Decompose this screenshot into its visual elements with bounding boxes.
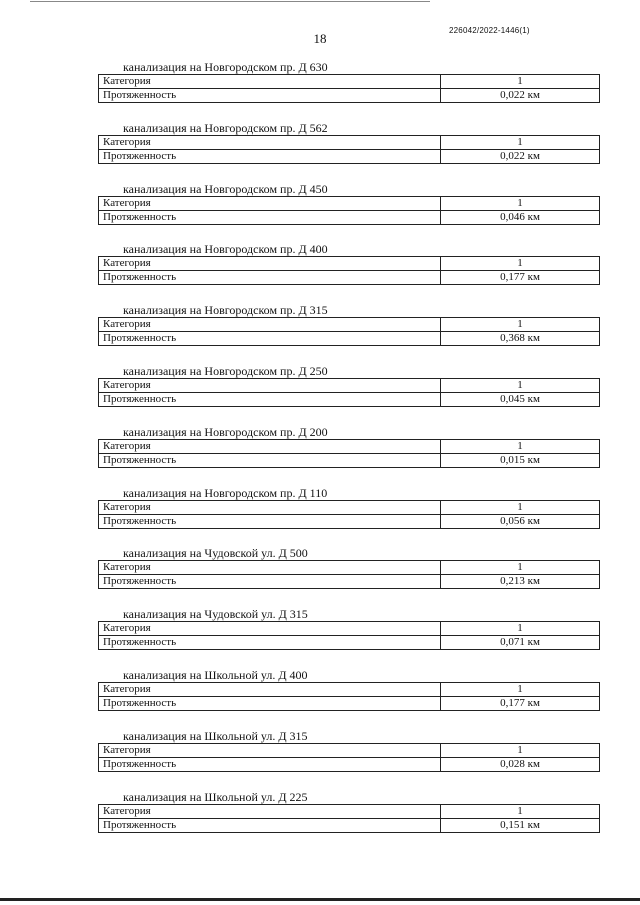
table-row (99, 318, 600, 332)
row-value: 1 (441, 622, 600, 636)
section-table (98, 804, 600, 833)
section-title: канализация на Новгородском пр. Д 400 (123, 242, 328, 257)
pipeline-section (98, 303, 600, 364)
row-value: 0,071 км (441, 636, 600, 650)
row-label: Протяженность (99, 696, 441, 710)
table-row (99, 804, 600, 818)
table-row (99, 75, 600, 89)
table-row (99, 561, 600, 575)
row-label: Категория (99, 682, 441, 696)
row-label: Протяженность (99, 514, 441, 528)
pipeline-section (98, 790, 600, 851)
row-label: Протяженность (99, 271, 441, 285)
section-title: канализация на Школьной ул. Д 225 (123, 789, 308, 804)
pipeline-sections (98, 60, 600, 850)
table-row (99, 453, 600, 467)
row-value: 0,022 км (441, 89, 600, 103)
section-title: канализация на Новгородском пр. Д 630 (123, 60, 328, 74)
row-value: 1 (441, 500, 600, 514)
table-row (99, 682, 600, 696)
pipeline-section (98, 60, 600, 121)
section-table (98, 500, 600, 529)
row-label: Категория (99, 196, 441, 210)
bottom-rule (0, 898, 640, 901)
table-row (99, 757, 600, 771)
row-value: 1 (441, 75, 600, 89)
row-label: Протяженность (99, 636, 441, 650)
row-value: 0,151 км (441, 818, 600, 832)
row-value: 0,056 км (441, 514, 600, 528)
table-row (99, 210, 600, 224)
table-row (99, 500, 600, 514)
row-value: 1 (441, 804, 600, 818)
row-value: 1 (441, 196, 600, 210)
row-value: 0,028 км (441, 757, 600, 771)
row-label: Протяженность (99, 149, 441, 163)
pipeline-section (98, 546, 600, 607)
row-value: 1 (441, 257, 600, 271)
row-value: 0,015 км (441, 453, 600, 467)
pipeline-section (98, 364, 600, 425)
row-label: Протяженность (99, 575, 441, 589)
row-value: 0,022 км (441, 149, 600, 163)
row-label: Протяженность (99, 210, 441, 224)
section-table (98, 256, 600, 285)
section-title: канализация на Новгородском пр. Д 250 (123, 363, 328, 378)
table-row (99, 135, 600, 149)
pipeline-section (98, 182, 600, 243)
section-table (98, 74, 600, 103)
row-label: Протяженность (99, 818, 441, 832)
row-label: Категория (99, 378, 441, 392)
row-value: 0,177 км (441, 271, 600, 285)
row-value: 1 (441, 743, 600, 757)
section-title: канализация на Новгородском пр. Д 110 (123, 485, 328, 500)
row-label: Категория (99, 257, 441, 271)
table-row (99, 575, 600, 589)
row-value: 1 (441, 682, 600, 696)
table-row (99, 89, 600, 103)
table-row (99, 818, 600, 832)
row-value: 0,045 км (441, 392, 600, 406)
table-row (99, 149, 600, 163)
section-table (98, 682, 600, 711)
row-label: Категория (99, 500, 441, 514)
section-table (98, 439, 600, 468)
table-row (99, 332, 600, 346)
pipeline-section (98, 668, 600, 729)
pipeline-section (98, 425, 600, 486)
row-label: Протяженность (99, 332, 441, 346)
row-label: Категория (99, 561, 441, 575)
section-title: канализация на Новгородском пр. Д 450 (123, 181, 328, 196)
row-value: 1 (441, 378, 600, 392)
section-title: канализация на Новгородском пр. Д 562 (123, 120, 328, 135)
row-label: Категория (99, 743, 441, 757)
row-label: Категория (99, 75, 441, 89)
section-table (98, 135, 600, 164)
section-title: канализация на Новгородском пр. Д 200 (123, 424, 328, 439)
top-rule (30, 1, 430, 2)
section-title: канализация на Школьной ул. Д 400 (123, 667, 308, 682)
section-title: канализация на Школьной ул. Д 315 (123, 728, 308, 743)
table-row (99, 378, 600, 392)
table-row (99, 196, 600, 210)
table-row (99, 271, 600, 285)
row-label: Протяженность (99, 89, 441, 103)
row-value: 0,177 км (441, 696, 600, 710)
row-label: Категория (99, 135, 441, 149)
row-label: Категория (99, 318, 441, 332)
row-label: Категория (99, 804, 441, 818)
section-table (98, 621, 600, 650)
row-label: Протяженность (99, 757, 441, 771)
table-row (99, 636, 600, 650)
section-table (98, 317, 600, 346)
table-row (99, 392, 600, 406)
table-row (99, 696, 600, 710)
section-title: канализация на Чудовской ул. Д 500 (123, 546, 308, 561)
row-label: Протяженность (99, 453, 441, 467)
section-table (98, 743, 600, 772)
pipeline-section (98, 486, 600, 547)
page-number: 18 (313, 31, 327, 46)
table-row (99, 257, 600, 271)
section-table (98, 378, 600, 407)
row-label: Протяженность (99, 392, 441, 406)
row-value: 0,368 км (441, 332, 600, 346)
section-table (98, 196, 600, 225)
row-value: 1 (441, 561, 600, 575)
pipeline-section (98, 729, 600, 790)
document-id: 226042/2022-1446(1) (449, 26, 530, 35)
row-value: 1 (441, 135, 600, 149)
section-title: канализация на Новгородском пр. Д 315 (123, 303, 328, 318)
section-table (98, 560, 600, 589)
row-label: Категория (99, 622, 441, 636)
table-row (99, 514, 600, 528)
row-value: 0,046 км (441, 210, 600, 224)
section-title: канализация на Чудовской ул. Д 315 (123, 607, 308, 622)
pipeline-section (98, 121, 600, 182)
table-row (99, 622, 600, 636)
row-value: 0,213 км (441, 575, 600, 589)
table-row (99, 439, 600, 453)
row-value: 1 (441, 318, 600, 332)
table-row (99, 743, 600, 757)
row-label: Категория (99, 439, 441, 453)
pipeline-section (98, 242, 600, 303)
pipeline-section (98, 607, 600, 668)
row-value: 1 (441, 439, 600, 453)
